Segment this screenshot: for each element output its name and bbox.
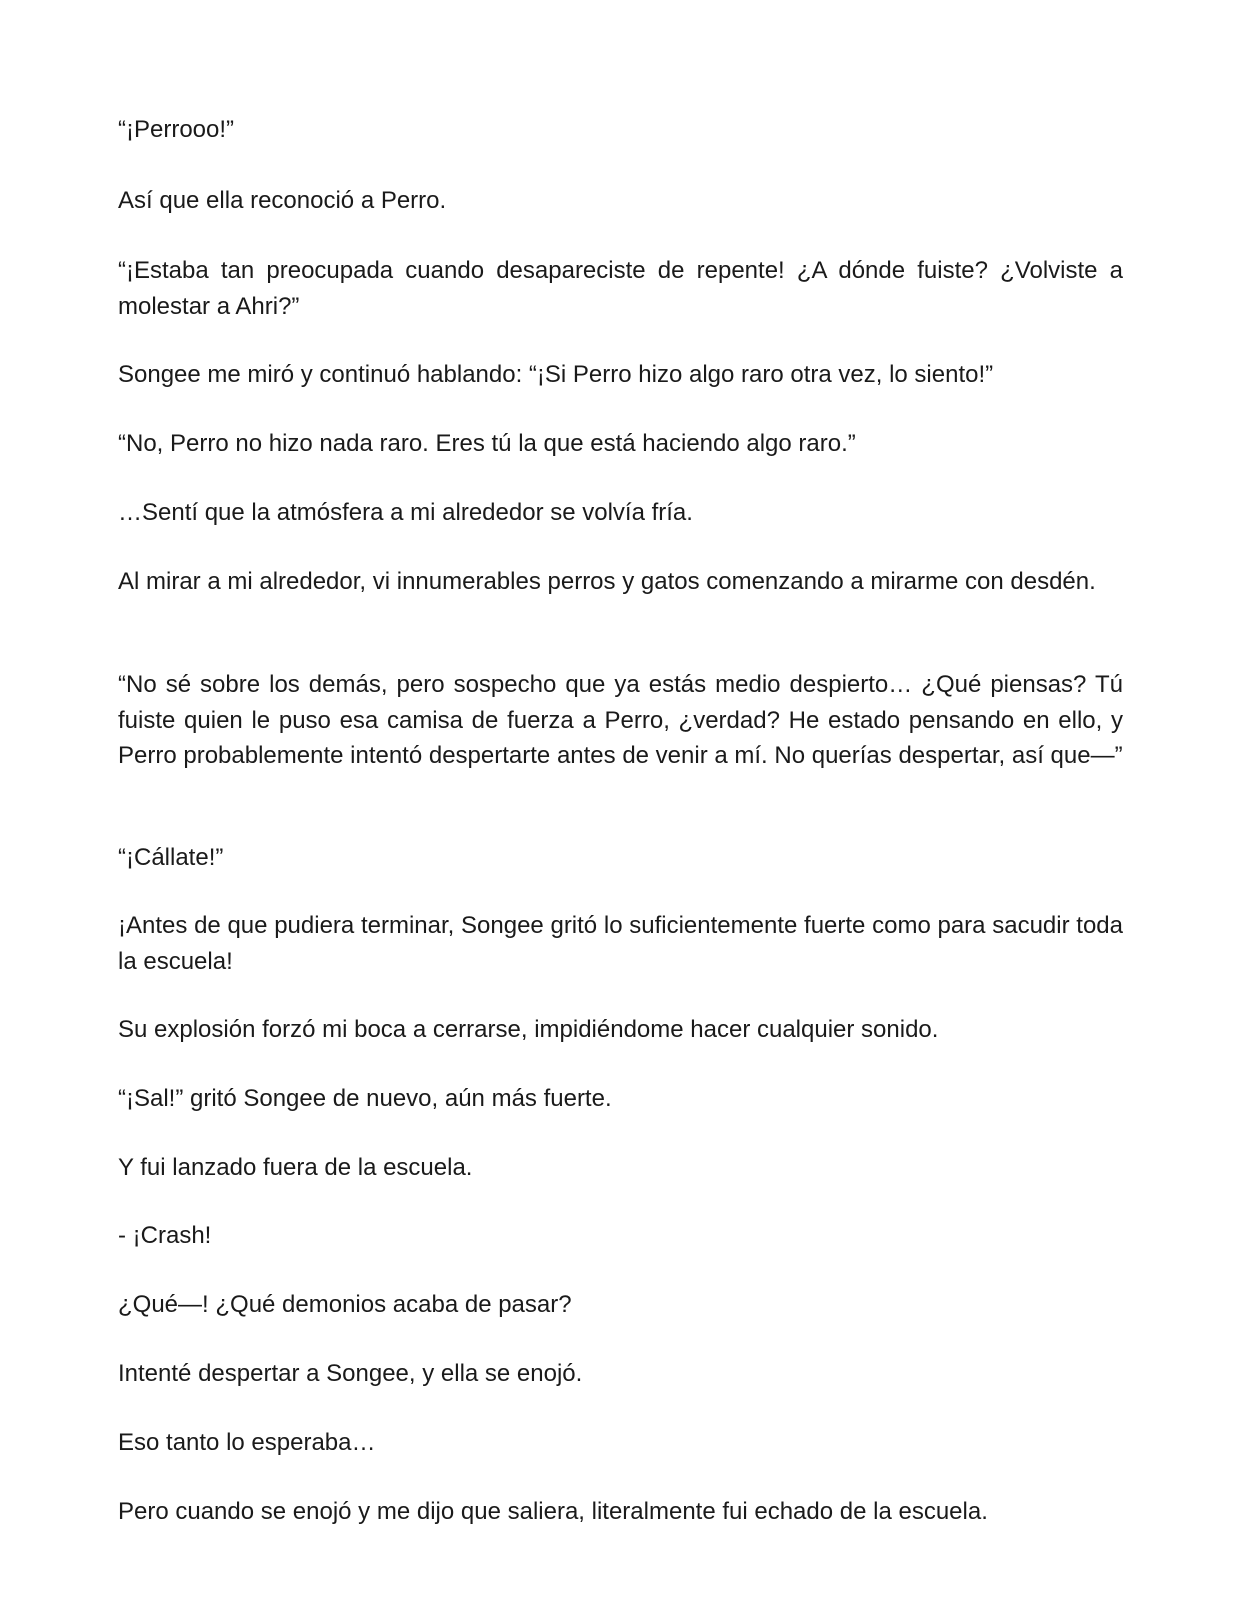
- paragraph: - ¡Crash!: [118, 1222, 212, 1249]
- paragraph: Intenté despertar a Songee, y ella se enojó.: [118, 1360, 583, 1387]
- paragraph: “¡Estaba tan preocupada cuando desapareciste de repente! ¿A dónde fuiste? ¿Volviste a molestar a Ahri?”: [118, 257, 1123, 320]
- paragraph: ¡Antes de que pudiera terminar, Songee gritó lo suficientemente fuerte como para sacudir toda la escuela!: [118, 912, 1123, 975]
- paragraph: “No, Perro no hizo nada raro. Eres tú la que está haciendo algo raro.”: [118, 430, 856, 457]
- paragraph: Pero cuando se enojó y me dijo que saliera, literalmente fui echado de la escuela.: [118, 1498, 988, 1525]
- paragraph: Su explosión forzó mi boca a cerrarse, impidiéndome hacer cualquier sonido.: [118, 1016, 939, 1043]
- paragraph: Songee me miró y continuó hablando: “¡Si Perro hizo algo raro otra vez, lo siento!”: [118, 361, 994, 388]
- paragraph: Al mirar a mi alrededor, vi innumerables perros y gatos comenzando a mirarme con desdén.: [118, 568, 1096, 595]
- paragraph: …Sentí que la atmósfera a mi alrededor se volvía fría.: [118, 499, 693, 526]
- paragraph: Así que ella reconoció a Perro.: [118, 187, 447, 214]
- paragraph: Y fui lanzado fuera de la escuela.: [118, 1154, 473, 1181]
- paragraph: “No sé sobre los demás, pero sospecho que ya estás medio despierto… ¿Qué piensas? Tú fuiste quien le puso esa camisa de fuerza a Perro, ¿verdad? He estado pensando en ello, y Perro probablemente intentó despertarte antes de venir a mí. No querías despertar, así que—”: [118, 671, 1123, 769]
- paragraph: ¿Qué—! ¿Qué demonios acaba de pasar?: [118, 1291, 572, 1318]
- paragraph: Eso tanto lo esperaba…: [118, 1429, 376, 1456]
- paragraph: “¡Cállate!”: [118, 844, 224, 871]
- paragraph: “¡Sal!” gritó Songee de nuevo, aún más fuerte.: [118, 1085, 612, 1112]
- paragraph: “¡Perrooo!”: [118, 116, 235, 143]
